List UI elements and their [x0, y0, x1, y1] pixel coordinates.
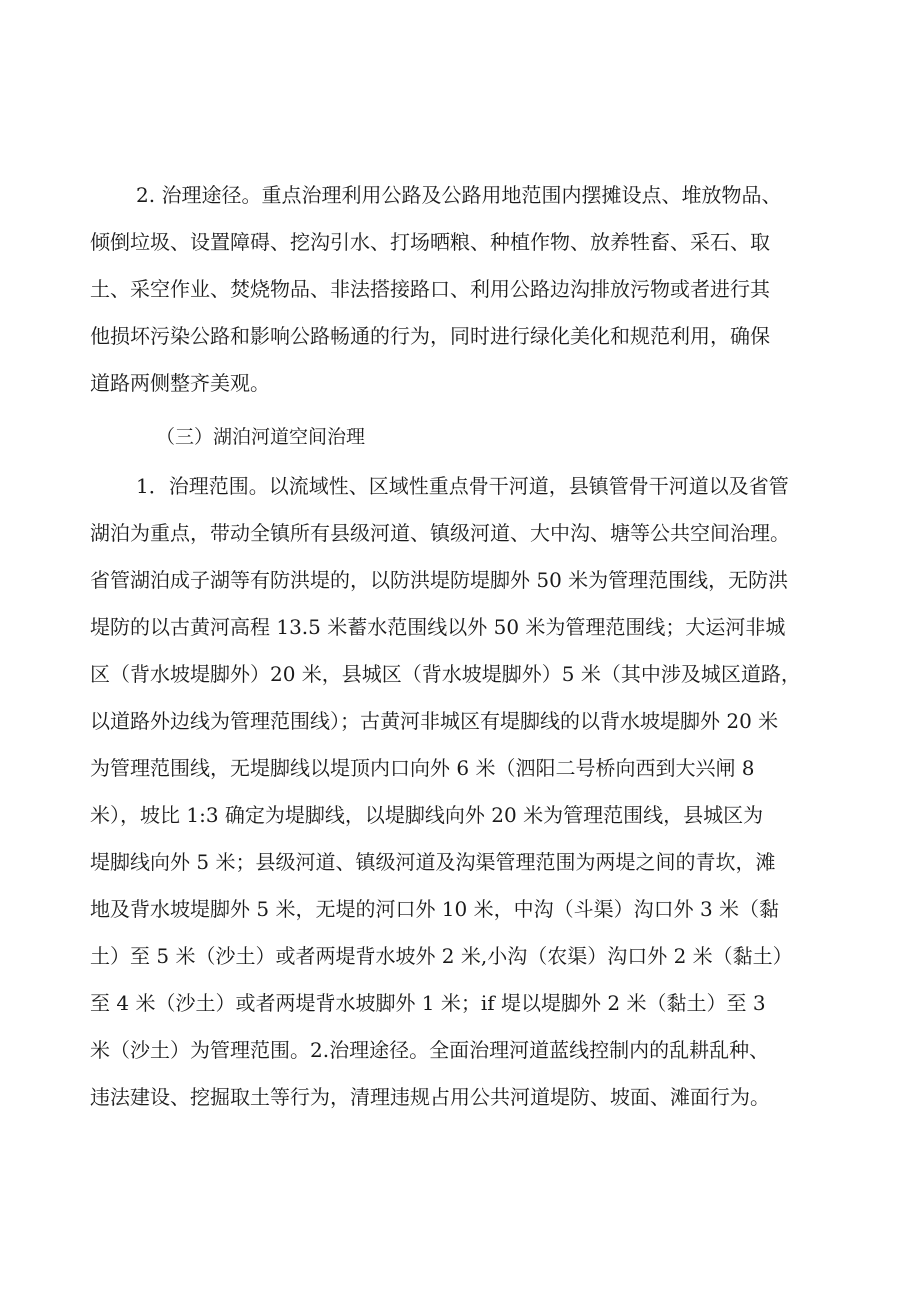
- text-line: 道路两侧整齐美观。: [90, 371, 270, 395]
- text-line: 土、采空作业、焚烧物品、非法搭接路口、利用公路边沟排放污物或者进行其: [90, 277, 770, 301]
- text-line: 堤脚线向外 5 米；县级河道、镇级河道及沟渠管理范围为两堤之间的青坎，滩: [90, 850, 776, 874]
- text-line: 地及背水坡堤脚外 5 米，无堤的河口外 10 米，中沟（斗渠）沟口外 3 米（黏: [90, 897, 780, 921]
- text-line: 米（沙土）为管理范围。2.治理途径。全面治理河道蓝线控制内的乱耕乱种、: [90, 1038, 770, 1062]
- text-line: 堤防的以古黄河高程 13.5 米蓄水范围线以外 50 米为管理范围线；大运河非城: [90, 615, 786, 639]
- section-heading: （三）湖泊河道空间治理: [156, 426, 366, 448]
- text-line: 省管湖泊成子湖等有防洪堤的，以防洪堤防堤脚外 50 米为管理范围线，无防洪: [90, 568, 789, 592]
- text-line: 倾倒垃圾、设置障碍、挖沟引水、打场晒粮、种植作物、放养牲畜、采石、取: [90, 230, 770, 254]
- text-line: 区（背水坡堤脚外）20 米，县城区（背水坡堤脚外）5 米（其中涉及城区道路，: [90, 662, 801, 686]
- text-line: 以道路外边线为管理范围线）；古黄河非城区有堤脚线的以背水坡堤脚外 20 米: [90, 709, 779, 733]
- text-line: 他损坏污染公路和影响公路畅通的行为，同时进行绿化美化和规范利用，确保: [90, 324, 770, 348]
- text-line: 1．治理范围。以流域性、区域性重点骨干河道，县镇管骨干河道以及省管: [136, 474, 789, 498]
- paragraph-road-governance: [90, 172, 850, 407]
- paragraph-lake-river-governance: [90, 463, 850, 1121]
- text-line: 为管理范围线，无堤脚线以堤顶内口向外 6 米（泗阳二号桥向西到大兴闸 8: [90, 756, 755, 780]
- text-line: 米），坡比 1:3 确定为堤脚线，以堤脚线向外 20 米为管理范围线，县城区为: [90, 803, 764, 827]
- text-line: 土）至 5 米（沙土）或者两堤背水坡外 2 米,小沟（农渠）沟口外 2 米（黏土）: [90, 944, 793, 968]
- text-line: 违法建设、挖掘取土等行为，清理违规占用公共河道堤防、坡面、滩面行为。: [90, 1085, 770, 1109]
- text-line: 至 4 米（沙土）或者两堤背水坡脚外 1 米；if 堤以堤脚外 2 米（黏土）至 3: [90, 991, 766, 1015]
- text-line: 湖泊为重点，带动全镇所有县级河道、镇级河道、大中沟、塘等公共空间治理。: [90, 521, 790, 545]
- text-line: 2. 治理途径。重点治理利用公路及公路用地范围内摆摊设点、堆放物品、: [136, 183, 782, 207]
